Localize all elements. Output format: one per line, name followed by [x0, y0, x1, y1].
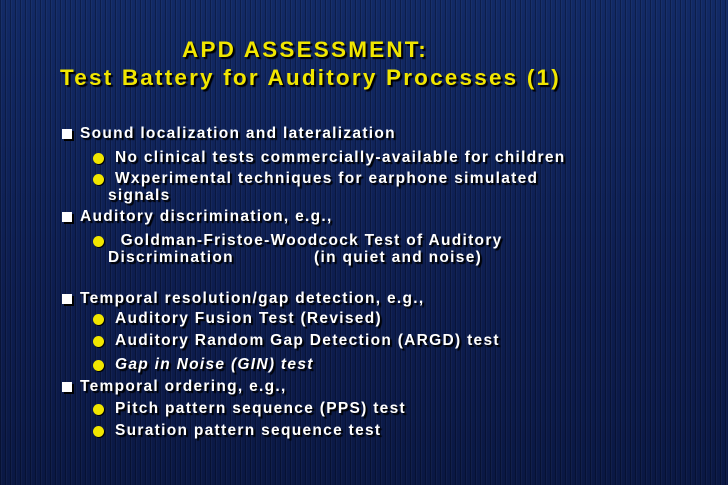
- round-bullet-icon: [93, 336, 104, 347]
- square-bullet-icon: [62, 294, 72, 304]
- subbullet-text: Goldman-Fristoe-Woodcock Test of Auditory: [115, 232, 503, 249]
- square-bullet-icon: [62, 129, 72, 139]
- round-bullet-icon: [93, 153, 104, 164]
- title-line-1: APD ASSESSMENT:: [182, 37, 428, 62]
- subbullet-continuation-parenthetical: (in quiet and noise): [314, 249, 483, 266]
- subbullet-text: Wxperimental techniques for earphone simulated: [115, 170, 539, 187]
- subbullet-continuation: Discrimination: [108, 249, 234, 266]
- subbullet-text: Gap in Noise (GIN) test: [115, 356, 314, 373]
- subbullet-continuation: signals: [108, 187, 171, 204]
- bullet-text: Sound localization and lateralization: [80, 125, 396, 142]
- round-bullet-icon: [93, 174, 104, 185]
- round-bullet-icon: [93, 314, 104, 325]
- square-bullet-icon: [62, 212, 72, 222]
- bullet-text: Temporal ordering, e.g.,: [80, 378, 287, 395]
- bullet-text: Auditory discrimination, e.g.,: [80, 208, 333, 225]
- subbullet-text: Suration pattern sequence test: [115, 422, 382, 439]
- subbullet-text: Pitch pattern sequence (PPS) test: [115, 400, 406, 417]
- bullet-text: Temporal resolution/gap detection, e.g.,: [80, 290, 425, 307]
- round-bullet-icon: [93, 236, 104, 247]
- subbullet-text: Auditory Fusion Test (Revised): [115, 310, 382, 327]
- round-bullet-icon: [93, 426, 104, 437]
- subbullet-text: Auditory Random Gap Detection (ARGD) test: [115, 332, 500, 349]
- title-line-2: Test Battery for Auditory Processes (1): [60, 65, 561, 90]
- round-bullet-icon: [93, 360, 104, 371]
- square-bullet-icon: [62, 382, 72, 392]
- round-bullet-icon: [93, 404, 104, 415]
- subbullet-text: No clinical tests commercially-available for children: [115, 149, 566, 166]
